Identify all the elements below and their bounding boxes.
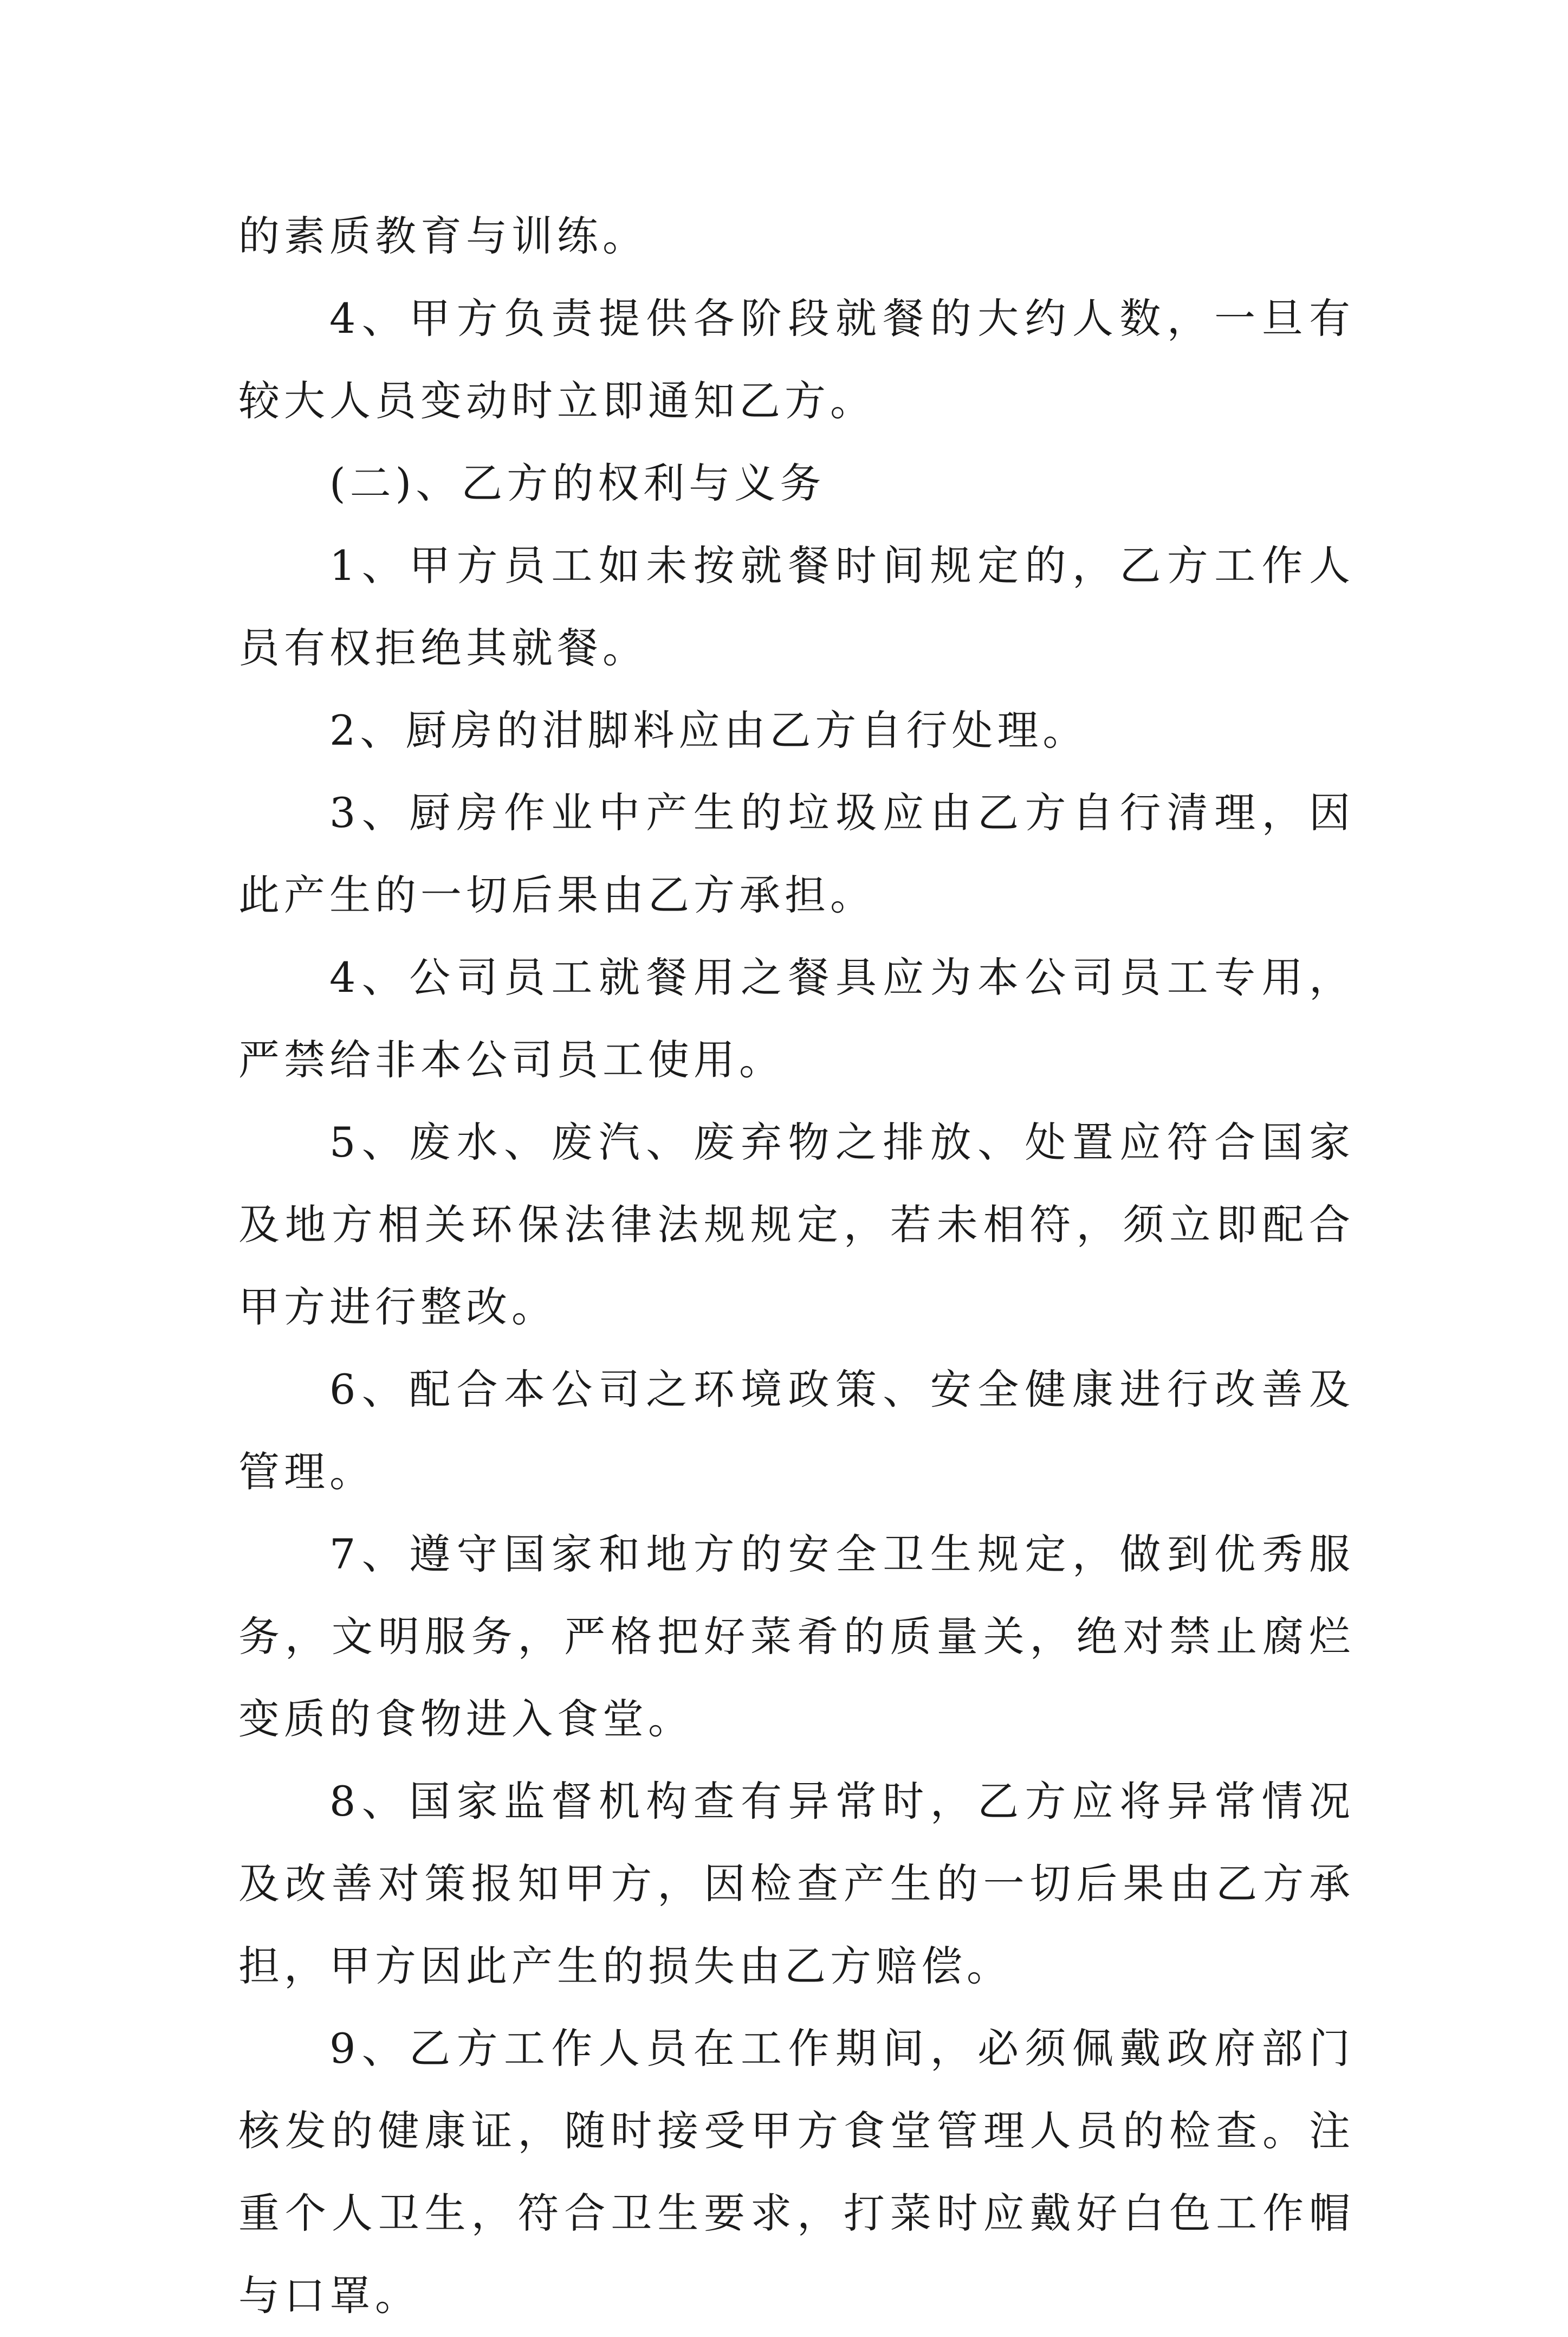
paragraph-clause-b2: 2、厨房的泔脚料应由乙方自行处理。 [329,706,1088,754]
paragraph-clause-b6: 6、配合本公司之环境政策、安全健康进行改善及管理。 [238,1365,1355,1496]
section-heading-party-b-rights: (二)、乙方的权利与义务 [329,459,826,507]
paragraph-clause-a4-headcount: 4、甲方负责提供各阶段就餐的大约人数，一旦有较大人员变动时立即通知乙方。 [238,294,1355,425]
paragraph-clause-b1: 1、甲方员工如未按就餐时间规定的，乙方工作人员有权拒绝其就餐。 [238,541,1355,672]
paragraph-clause-b8: 8、国家监督机构查有异常时，乙方应将异常情况及改善对策报知甲方，因检查产生的一切后果由乙方承担，甲方因此产生的损失由乙方赔偿。 [238,1777,1355,1990]
paragraph-clause-b9: 9、乙方工作人员在工作期间，必须佩戴政府部门核发的健康证，随时接受甲方食堂管理人员的检查。注重个人卫生，符合卫生要求，打菜时应戴好白色工作帽与口罩。 [238,2024,1355,2320]
document-body [238,195,1355,2337]
paragraph-continuation: 的素质教育与训练。 [238,212,648,260]
paragraph-clause-b4: 4、公司员工就餐用之餐具应为本公司员工专用，严禁给非本公司员工使用。 [238,953,1355,1084]
paragraph-clause-b3: 3、厨房作业中产生的垃圾应由乙方自行清理，因此产生的一切后果由乙方承担。 [238,789,1355,919]
paragraph-clause-b7: 7、遵守国家和地方的安全卫生规定，做到优秀服务，文明服务，严格把好菜肴的质量关，绝对禁止腐烂变质的食物进入食堂。 [238,1530,1355,1743]
paragraph-clause-b5: 5、废水、废汽、废弃物之排放、处置应符合国家及地方相关环保法律法规规定，若未相符，须立即配合甲方进行整改。 [238,1118,1355,1331]
